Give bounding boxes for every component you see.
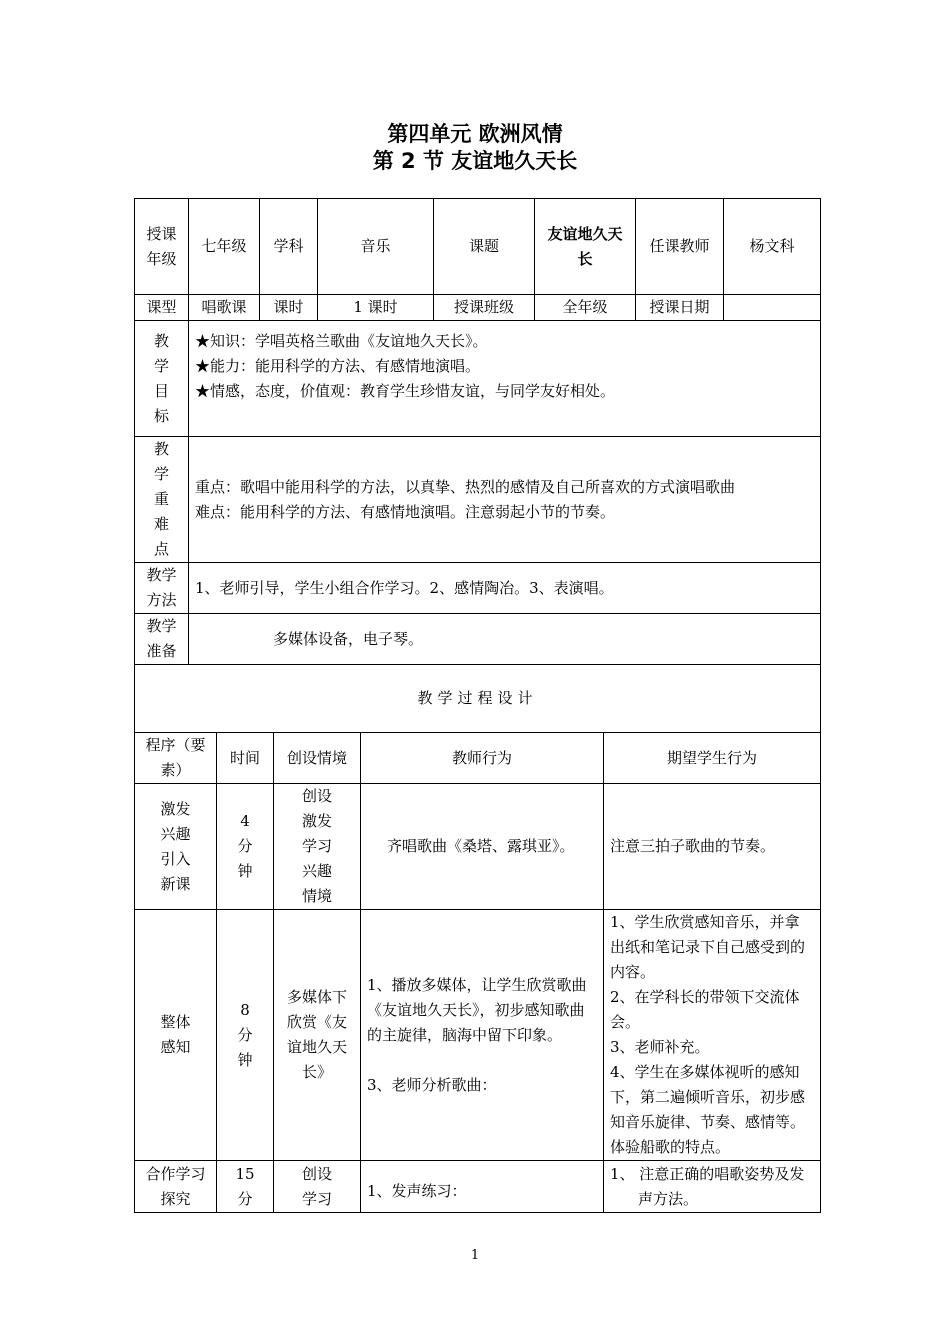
method-content: 1、老师引导，学生小组合作学习。2、感情陶冶。3、表演唱。: [189, 563, 821, 614]
scene-cell: 创设学习: [274, 1161, 361, 1213]
teacher-label: 任课教师: [636, 199, 724, 295]
teacher-cell: 1、发声练习：: [361, 1161, 604, 1213]
class-label: 授课班级: [434, 295, 535, 321]
subject-value: 音乐: [318, 199, 434, 295]
scene-cell: 多媒体下欣赏《友谊地久天长》: [274, 910, 361, 1161]
type-label: 课型: [135, 295, 189, 321]
step-cell: 整体感知: [135, 910, 217, 1161]
goal-line: ★能力：能用科学的方法、有感情地演唱。: [195, 357, 481, 375]
goal-line: ★情感，态度，价值观：教育学生珍惜友谊，与同学友好相处。: [195, 382, 616, 400]
process-title: 教学过程设计: [135, 665, 821, 733]
time-cell: 8分钟: [217, 910, 274, 1161]
lesson-title: 第 2 节 友谊地久天长: [372, 149, 578, 173]
hours-label: 课时: [260, 295, 318, 321]
page-number: 1: [470, 1248, 480, 1263]
topic-label: 课题: [434, 199, 535, 295]
goals-content: [189, 321, 821, 437]
unit-title: 第四单元 欧洲风情: [387, 122, 563, 146]
student-cell: 1、 注意正确的唱歌姿势及发声方法。: [604, 1161, 821, 1213]
keypoints-label: 教学重难点: [135, 437, 189, 563]
step-cell: 激发兴趣引入新课: [135, 784, 217, 910]
header-step: 程序（要素）: [135, 733, 217, 784]
table-row: [135, 784, 821, 910]
time-cell: 4分钟: [217, 784, 274, 910]
grade-value: 七年级: [189, 199, 260, 295]
header-time: 时间: [217, 733, 274, 784]
prep-content: 多媒体设备，电子琴。: [189, 614, 821, 665]
header-student: 期望学生行为: [604, 733, 821, 784]
process-table: [134, 732, 821, 1213]
scene-cell: 创设激发学习兴趣情境: [274, 784, 361, 910]
date-value: [724, 295, 821, 321]
class-value: 全年级: [535, 295, 636, 321]
lesson-info-table: [134, 198, 821, 733]
table-row: [135, 1161, 821, 1213]
teacher-cell: 齐唱歌曲《桑塔、露琪亚》。: [361, 784, 604, 910]
date-label: 授课日期: [636, 295, 724, 321]
method-label: 教学方法: [135, 563, 189, 614]
hours-value: 1 课时: [318, 295, 434, 321]
step-cell: 合作学习探究: [135, 1161, 217, 1213]
subject-label: 学科: [260, 199, 318, 295]
time-cell: 15分: [217, 1161, 274, 1213]
header-teacher: 教师行为: [361, 733, 604, 784]
student-cell: 1、学生欣赏感知音乐，并拿出纸和笔记录下自己感受到的内容。 2、在学科长的带领下交流体会。 3、老师补充。 4、学生在多媒体视听的感知下，第二遍倾听音乐，初步感知音乐旋律、节奏、感情等。体验船歌的特点。: [604, 910, 821, 1161]
goal-line: ★知识：学唱英格兰歌曲《友谊地久天长》。: [195, 332, 488, 350]
prep-label: 教学准备: [135, 614, 189, 665]
keypoints-content: [189, 437, 821, 563]
teacher-cell: 1、播放多媒体，让学生欣赏歌曲《友谊地久天长》，初步感知歌曲的主旋律，脑海中留下印象。 3、老师分析歌曲：: [361, 910, 604, 1161]
teacher-value: 杨文科: [724, 199, 821, 295]
keypoint-line: 重点：歌唱中能用科学的方法，以真挚、热烈的感情及自己所喜欢的方式演唱歌曲: [195, 477, 736, 496]
goals-label: 教学目标: [135, 321, 189, 437]
type-value: 唱歌课: [189, 295, 260, 321]
table-row: [135, 910, 821, 1161]
topic-value: 友谊地久天长: [535, 199, 636, 295]
keypoint-line: 难点：能用科学的方法、有感情地演唱。注意弱起小节的节奏。: [195, 502, 616, 521]
grade-label: 授课年级: [135, 199, 189, 295]
header-scene: 创设情境: [274, 733, 361, 784]
student-cell: 注意三拍子歌曲的节奏。: [604, 784, 821, 910]
